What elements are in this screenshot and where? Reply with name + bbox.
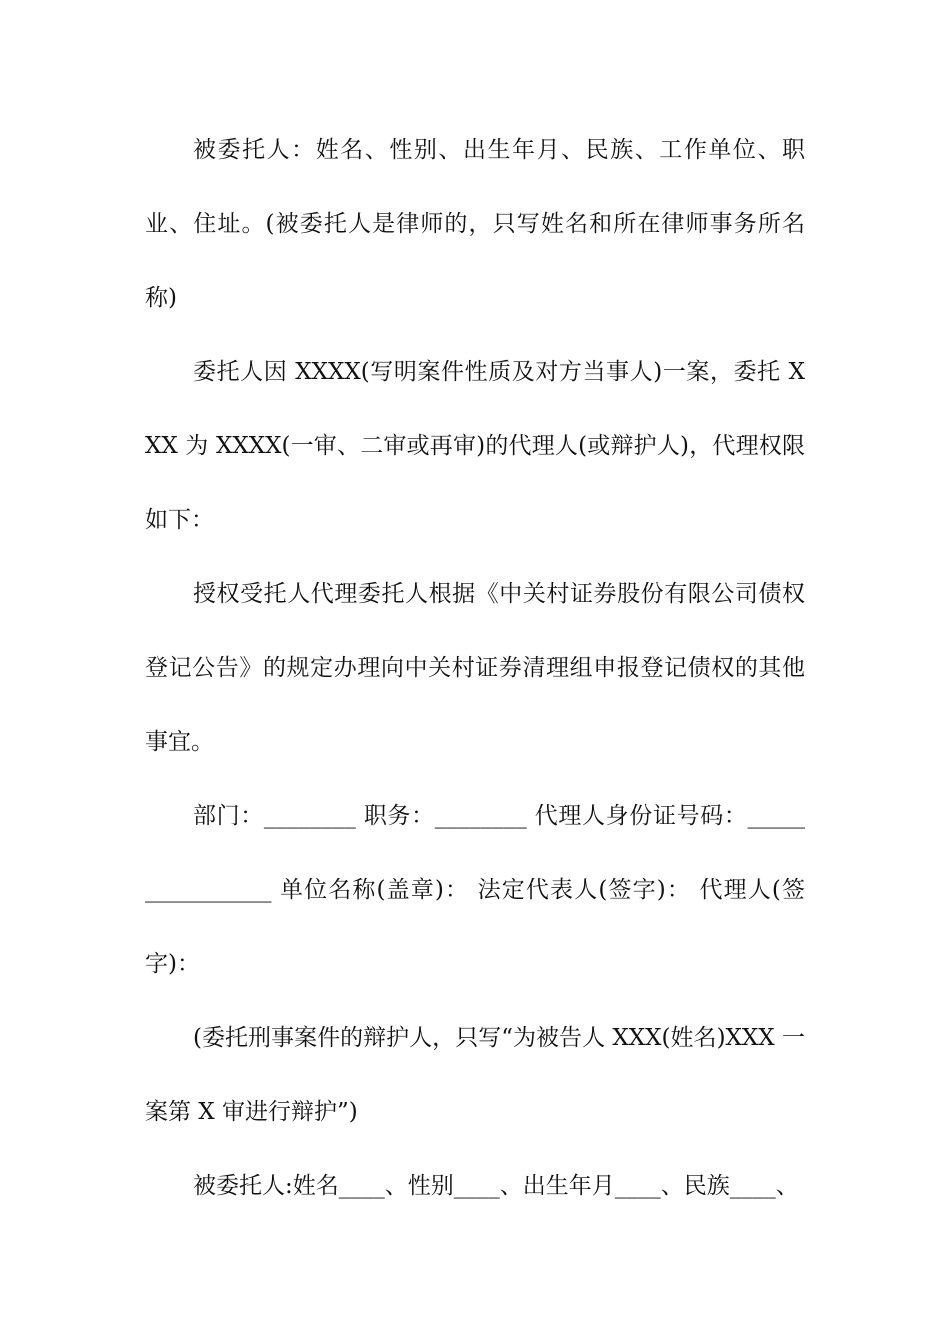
paragraph-signature-fields: 部门：________ 职务：________ 代理人身份证号码：________________ 单位名称(盖章)： 法定代表人(签字)： 代理人(签字)：	[145, 803, 805, 977]
paragraph-criminal-note: (委托刑事案件的辩护人，只写“为被告人 XXX(姓名)XXX 一案第 X 审进行辩护”)	[145, 1025, 805, 1125]
paragraph-authorization: 授权受托人代理委托人根据《中关村证券股份有限公司债权登记公告》的规定办理向中关村证券清理组申报登记债权的其他事宜。	[145, 581, 805, 755]
paragraph-agent-blanks: 被委托人:姓名____、性别____、出生年月____、民族____、	[193, 1173, 799, 1199]
paragraph-entrustment: 委托人因 XXXX(写明案件性质及对方当事人)一案，委托 XXX 为 XXXX(一审、二审或再审)的代理人(或辩护人)，代理权限如下：	[145, 359, 805, 533]
document-body	[145, 113, 805, 1223]
paragraph-agent-info: 被委托人：姓名、性别、出生年月、民族、工作单位、职业、住址。(被委托人是律师的，只写姓名和所在律师事务所名称)	[145, 137, 805, 311]
